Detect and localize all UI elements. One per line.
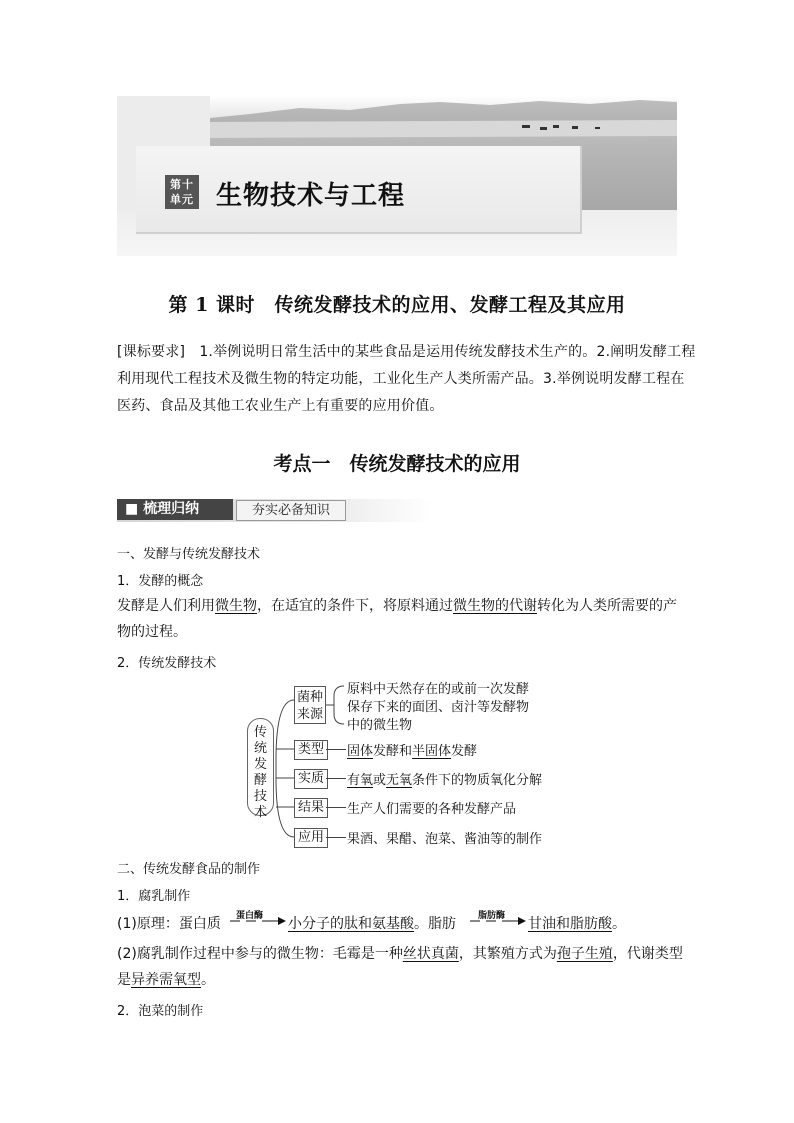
microbe-line2 bbox=[117, 969, 215, 992]
lesson-title: 第 1 课时 传统发酵技术的应用、发酵工程及其应用 bbox=[168, 294, 626, 316]
microbe-underline-2: 孢子生殖 bbox=[556, 946, 613, 962]
section2-sub2: 2．泡菜的制作 bbox=[117, 1004, 204, 1019]
microbe-line1 bbox=[117, 943, 683, 966]
principle-text-c: 。 bbox=[612, 916, 626, 932]
definition-line2: 物的过程。 bbox=[117, 624, 187, 640]
type-text-a: 发酵和 bbox=[373, 744, 413, 759]
result-description: 生产人们需要的各种发酵产品 bbox=[347, 802, 517, 817]
type-text-b: 发酵 bbox=[451, 744, 478, 759]
def-text-b: ，在适宜的条件下，将原料通过 bbox=[257, 598, 453, 614]
def-underline-2: 微生物的代谢 bbox=[453, 598, 537, 614]
strain-desc-3: 中的微生物 bbox=[347, 718, 413, 733]
root-char-2: 统 bbox=[253, 741, 267, 756]
unit-tag-line1: 第十 bbox=[170, 178, 194, 191]
box-type: 类型 bbox=[294, 740, 328, 760]
essence-connector bbox=[326, 778, 346, 779]
root-char-5: 技 bbox=[253, 789, 267, 804]
type-connector bbox=[326, 749, 346, 750]
root-char-3: 发 bbox=[253, 757, 267, 772]
type-description bbox=[347, 740, 477, 759]
principle-text-b: 。脂肪 bbox=[414, 916, 456, 932]
microbe-underline-3: 异养需氧型 bbox=[131, 972, 201, 988]
key-point-title: 考点一 传统发酵技术的应用 bbox=[273, 453, 521, 475]
strain-connector bbox=[326, 680, 348, 730]
box-strain-line1: 菌种 bbox=[296, 690, 323, 705]
essence-underline-1: 有氧 bbox=[347, 773, 374, 788]
principle-rest bbox=[288, 913, 456, 936]
standards-line3: 医药、食品及其他工农业生产上有重要的应用价值。 bbox=[117, 398, 444, 414]
arrow-lipase bbox=[468, 915, 528, 927]
principle-underline-2: 甘油和脂肪酸 bbox=[528, 916, 612, 932]
box-result: 结果 bbox=[294, 798, 328, 818]
section-label-dark: ■ 梳理归纳 bbox=[117, 499, 233, 520]
root-char-1: 传 bbox=[253, 725, 267, 740]
unit-number-tag bbox=[165, 175, 199, 209]
def-text-a: 发酵是人们利用 bbox=[117, 598, 215, 614]
application-description: 果酒、果醋、泡菜、酱油等的制作 bbox=[347, 832, 543, 847]
principle-label: (1)原理：蛋白质 bbox=[117, 916, 221, 932]
section2-sub1: 1．腐乳制作 bbox=[117, 889, 191, 904]
microbe-text-b: ，其繁殖方式为 bbox=[458, 946, 557, 962]
application-connector bbox=[326, 837, 346, 838]
principle-underline-1: 小分子的肽和氨基酸 bbox=[288, 916, 414, 932]
microbe-underline-1: 丝状真菌 bbox=[402, 946, 459, 962]
standards-label: [课标要求] bbox=[117, 344, 186, 360]
box-strain-line2: 来源 bbox=[296, 707, 323, 722]
strain-desc-2: 保存下来的面团、卤汁等发酵物 bbox=[347, 700, 530, 715]
standards-line2: 利用现代工程技术及微生物的特定功能，工业化生产人类所需产品。3.举例说明发酵工程在 bbox=[117, 371, 685, 387]
microbe-text-a: (2)腐乳制作过程中参与的微生物：毛霉是一种 bbox=[117, 946, 403, 962]
box-application: 应用 bbox=[294, 828, 328, 848]
def-underline-1: 微生物 bbox=[215, 598, 257, 614]
strain-description bbox=[347, 681, 529, 735]
principle-tail bbox=[528, 913, 626, 936]
section-label-light: 夯实必备知识 bbox=[236, 500, 346, 521]
essence-description bbox=[347, 769, 542, 788]
type-underline-1: 固体 bbox=[347, 744, 374, 759]
section1-heading: 一、发酵与传统发酵技术 bbox=[117, 547, 261, 562]
section2-heading: 二、传统发酵食品的制作 bbox=[117, 862, 261, 877]
unit-tag-line2: 单元 bbox=[170, 193, 194, 206]
unit-title: 生物技术与工程 bbox=[216, 181, 406, 211]
microbe-line2-b: 。 bbox=[201, 972, 215, 988]
microbe-line2-a: 是 bbox=[117, 972, 131, 988]
essence-underline-2: 无氧 bbox=[386, 773, 413, 788]
standards-line1: 1.举例说明日常生活中的某些食品是运用传统发酵技术生产的。2.阐明发酵工程 bbox=[185, 344, 696, 360]
definition-line1 bbox=[117, 595, 677, 618]
enzyme-label-lipase: 脂肪酶 bbox=[478, 911, 506, 921]
essence-text-a: 或 bbox=[373, 773, 387, 788]
section1-sub1: 1．发酵的概念 bbox=[117, 574, 204, 589]
strain-desc-1: 原料中天然存在的或前一次发酵 bbox=[347, 682, 530, 697]
result-connector bbox=[326, 807, 346, 808]
curriculum-standards bbox=[117, 339, 696, 420]
arrow-protease bbox=[228, 915, 288, 927]
box-essence: 实质 bbox=[294, 769, 328, 789]
type-underline-2: 半固体 bbox=[412, 744, 452, 759]
enzyme-label-protease: 蛋白酶 bbox=[236, 911, 264, 921]
box-strain-source bbox=[294, 686, 326, 724]
root-char-4: 酵 bbox=[253, 773, 267, 788]
root-char-6: 术 bbox=[253, 805, 267, 820]
essence-text-b: 条件下的物质氧化分解 bbox=[412, 773, 543, 788]
def-text-c: 转化为人类所需要的产 bbox=[537, 598, 677, 614]
section1-sub2: 2．传统发酵技术 bbox=[117, 656, 217, 671]
microbe-text-c: ，代谢类型 bbox=[612, 946, 683, 962]
